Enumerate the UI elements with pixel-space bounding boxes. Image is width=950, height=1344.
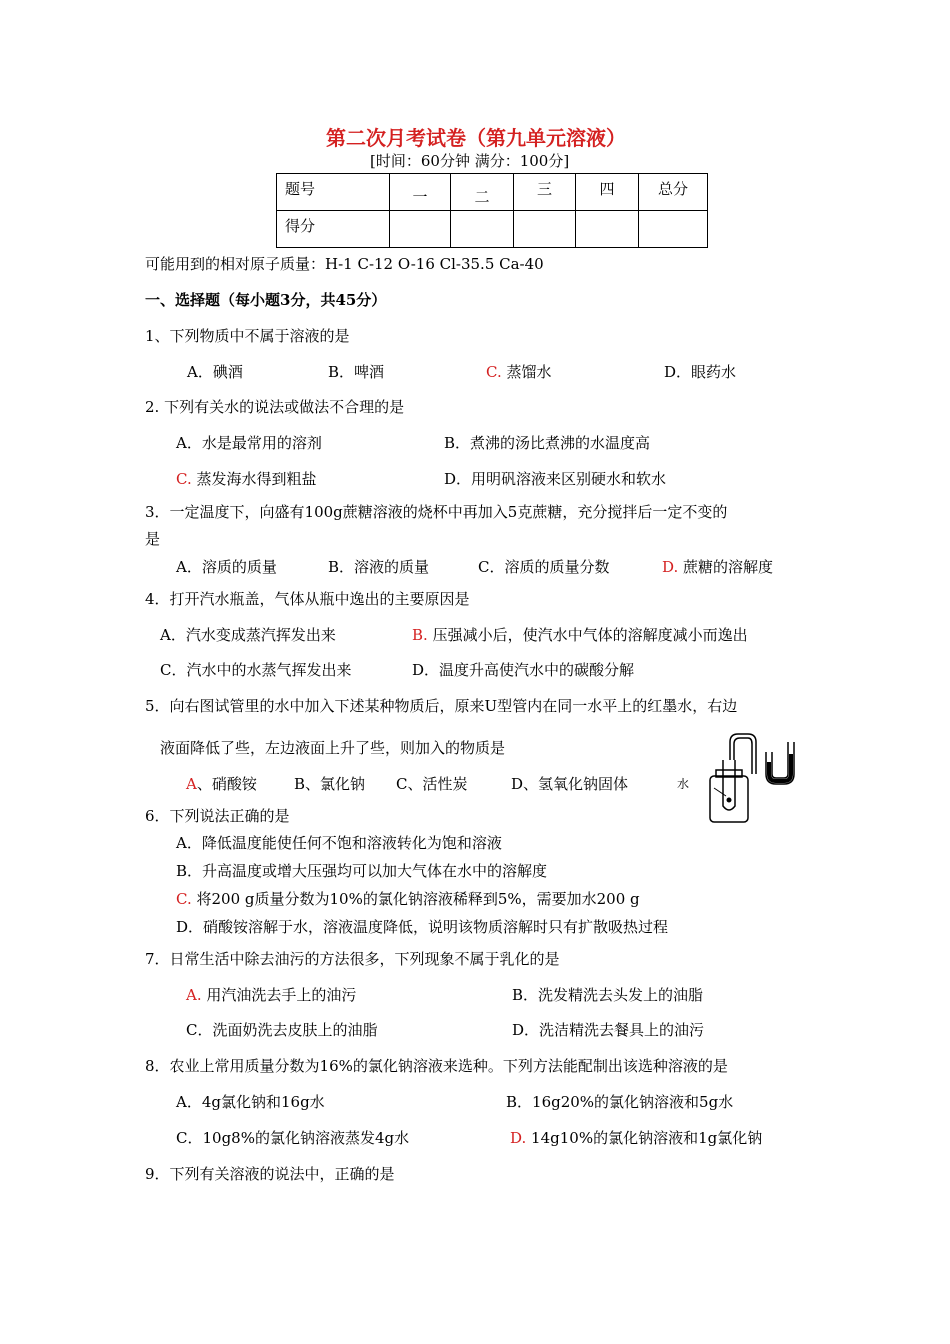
option-b: B．16g20%的氯化钠溶液和5g水 [506, 1093, 734, 1111]
question-stem: 6．下列说法正确的是 [145, 807, 290, 825]
option-c: C．10g8%的氯化钠溶液蒸发4g水 [176, 1129, 410, 1147]
option-a: A．4g氯化钠和16g水 [176, 1093, 325, 1111]
score-input[interactable] [576, 211, 639, 248]
option-d: D. 蔗糖的溶解度 [662, 558, 774, 576]
option-b: B. 压强减小后，使汽水中气体的溶解度减小而逸出 [412, 626, 748, 644]
option-c: C．洗面奶洗去皮肤上的油脂 [186, 1021, 378, 1039]
question-stem-cont: 是 [145, 530, 161, 548]
option-b: B、氯化钠 [294, 775, 366, 793]
question-stem: 1、下列物质中不属于溶液的是 [145, 327, 350, 345]
table-cell: 二 [451, 174, 514, 211]
score-input[interactable] [639, 211, 708, 248]
section-heading: 一、选择题（每小题3分，共45分） [145, 291, 387, 309]
option-b: B．啤酒 [328, 363, 385, 381]
question-stem: 9．下列有关溶液的说法中，正确的是 [145, 1165, 395, 1183]
answer-marker: A. [186, 986, 202, 1004]
answer-marker: C. [486, 363, 502, 381]
option-a: A．水是最常用的溶剂 [176, 434, 322, 452]
answer-marker: C. [176, 470, 192, 488]
option-a: A、硝酸铵 [186, 775, 257, 793]
option-a: A．碘酒 [187, 363, 243, 381]
atomic-masses: 可能用到的相对原子质量：H-1 C-12 O-16 Cl-35.5 Ca-40 [145, 255, 544, 273]
option-a: A. 用汽油洗去手上的油污 [186, 986, 357, 1004]
question-stem: 7．日常生活中除去油污的方法很多，下列现象不属于乳化的是 [145, 950, 560, 968]
table-cell: 总分 [639, 174, 708, 211]
option-a: A．溶质的质量 [176, 558, 277, 576]
table-cell: 得分 [277, 211, 390, 248]
option-c: C、活性炭 [396, 775, 468, 793]
exam-info: [时间：60分钟 满分：100分] [370, 152, 570, 170]
option-d: D. 14g10%的氯化钠溶液和1g氯化钠 [510, 1129, 763, 1147]
score-input[interactable] [451, 211, 514, 248]
score-input[interactable] [390, 211, 451, 248]
option-a: A．降低温度能使任何不饱和溶液转化为饱和溶液 [176, 834, 502, 852]
answer-marker: D. [662, 558, 679, 576]
option-d: D．温度升高使汽水中的碳酸分解 [412, 661, 635, 679]
question-stem: 3．一定温度下，向盛有100g蔗糖溶液的烧杯中再加入5克蔗糖，充分搅拌后一定不变的 [145, 503, 728, 521]
option-b: B．煮沸的汤比煮沸的水温度高 [444, 434, 651, 452]
question-stem: 4．打开汽水瓶盖，气体从瓶中逸出的主要原因是 [145, 590, 470, 608]
u-tube-apparatus-figure [690, 730, 810, 826]
figure-label-water: 水 [677, 777, 690, 791]
option-d: D．洗洁精洗去餐具上的油污 [512, 1021, 705, 1039]
option-a: A．汽水变成蒸汽挥发出来 [160, 626, 336, 644]
answer-marker: B. [412, 626, 428, 644]
score-table [276, 173, 708, 248]
option-d: D．硝酸铵溶解于水，溶液温度降低，说明该物质溶解时只有扩散吸热过程 [176, 918, 669, 936]
question-stem: 8．农业上常用质量分数为16%的氯化钠溶液来选种。下列方法能配制出该选种溶液的是 [145, 1057, 728, 1075]
option-d: D、氢氧化钠固体 [511, 775, 629, 793]
option-c: C. 蒸发海水得到粗盐 [176, 470, 317, 488]
option-c: C. 蒸馏水 [486, 363, 552, 381]
option-c: C．汽水中的水蒸气挥发出来 [160, 661, 352, 679]
option-b: B．洗发精洗去头发上的油脂 [512, 986, 704, 1004]
table-cell: 题号 [277, 174, 390, 211]
answer-marker: D. [510, 1129, 527, 1147]
option-c: C. 将200 g质量分数为10%的氯化钠溶液稀释到5%，需要加水200 g [176, 890, 640, 908]
answer-marker: A [186, 775, 197, 793]
score-input[interactable] [514, 211, 576, 248]
table-row [277, 174, 708, 211]
table-cell: 一 [390, 174, 451, 211]
table-cell: 四 [576, 174, 639, 211]
option-b: B．溶液的质量 [328, 558, 430, 576]
answer-marker: C. [176, 890, 192, 908]
table-cell: 三 [514, 174, 576, 211]
table-row [277, 211, 708, 248]
page-title: 第二次月考试卷（第九单元溶液） [326, 126, 626, 150]
question-stem-cont: 液面降低了些，左边液面上升了些，则加入的物质是 [160, 739, 506, 757]
question-stem: 5．向右图试管里的水中加入下述某种物质后，原来U型管内在同一水平上的红墨水，右边 [145, 697, 738, 715]
option-d: D．用明矾溶液来区别硬水和软水 [444, 470, 667, 488]
question-stem: 2. 下列有关水的说法或做法不合理的是 [145, 398, 405, 416]
option-c: C．溶质的质量分数 [478, 558, 610, 576]
option-b: B．升高温度或增大压强均可以加大气体在水中的溶解度 [176, 862, 548, 880]
option-d: D．眼药水 [664, 363, 737, 381]
